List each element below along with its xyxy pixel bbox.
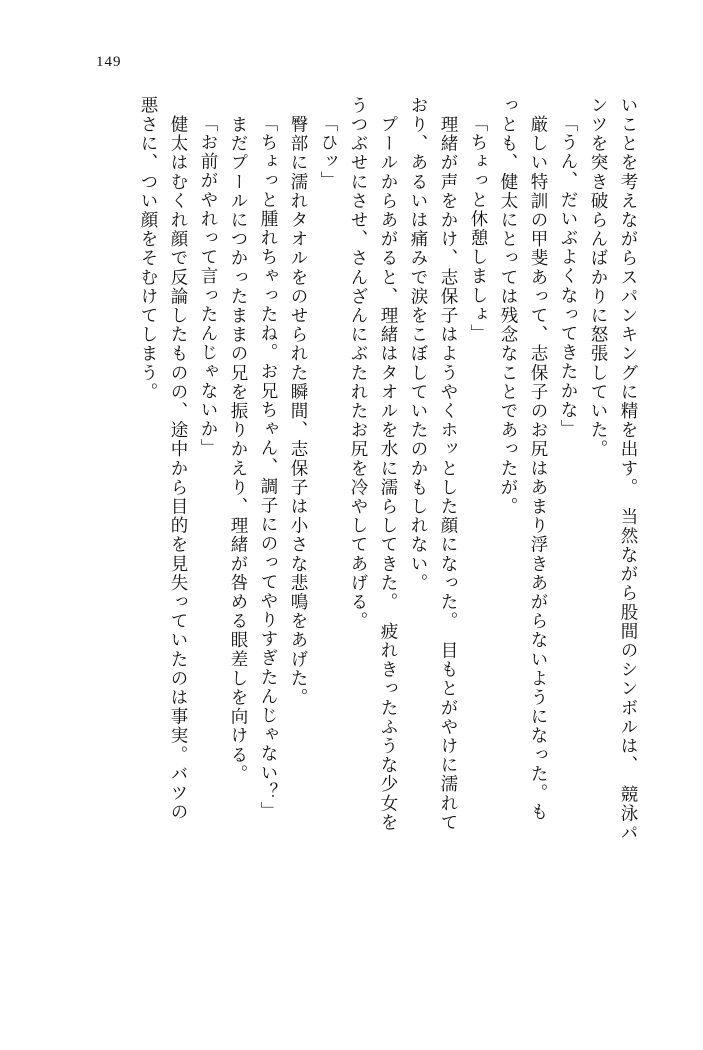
- text-column: 健太はむくれ顔で反論したものの、途中から目的を見失っていたのは事実。バツの: [168, 96, 188, 822]
- text-column: ンツを突き破らんばかりに怒張していた。: [588, 96, 608, 459]
- text-column: いことを考えながらスパンキングに精を出す。 当然ながら股間のシンボルは、 競泳パ: [618, 96, 638, 843]
- text-column: プールからあがると、理緒はタオルを水に濡らしてきた。 疲れきったふうな少女を: [378, 96, 398, 833]
- text-column: っとも、健太にとっては残念なことであったが。: [498, 96, 518, 517]
- text-column: おり、あるいは痛みで涙をこぼしていたのかもしれない。: [408, 96, 428, 593]
- text-column-with-ruby: まだプールにつかったままの兄を振りかえり、理緒が咎める眼差しを向ける。: [228, 96, 248, 784]
- text-column: 厳しい特訓の甲斐あって、志保子のお尻はあまり浮きあがらないようになった。も: [528, 96, 548, 822]
- text-column: 理緒が声をかけ、志保子はようやくホッとした顔になった。 目もとがやけに濡れて: [438, 96, 458, 833]
- text-column: 「ちょっと腫れちゃったね。お兄ちゃん、調子にのってやりすぎたんじゃない？」: [258, 114, 278, 821]
- text-column: 「ひッ」: [318, 114, 338, 191]
- page-number: 149: [96, 54, 122, 70]
- text-column: うつぶせにさせ、さんざんにぶたれたお尻を冷やしてあげる。: [348, 96, 368, 631]
- text-column: 臀部に濡れタオルをのせられた瞬間、志保子は小さな悲鳴をあげた。: [288, 96, 308, 708]
- text-column: 悪さに、つい顔をそむけてしまう。: [138, 96, 158, 402]
- text-column: 「ちょっと休憩しましょ」: [468, 114, 488, 344]
- text-column: 「うん、だいぶよくなってきたかな」: [558, 114, 578, 439]
- vertical-text-block: [66, 96, 636, 996]
- text-column: 「お前がやれって言ったんじゃないか」: [198, 114, 218, 458]
